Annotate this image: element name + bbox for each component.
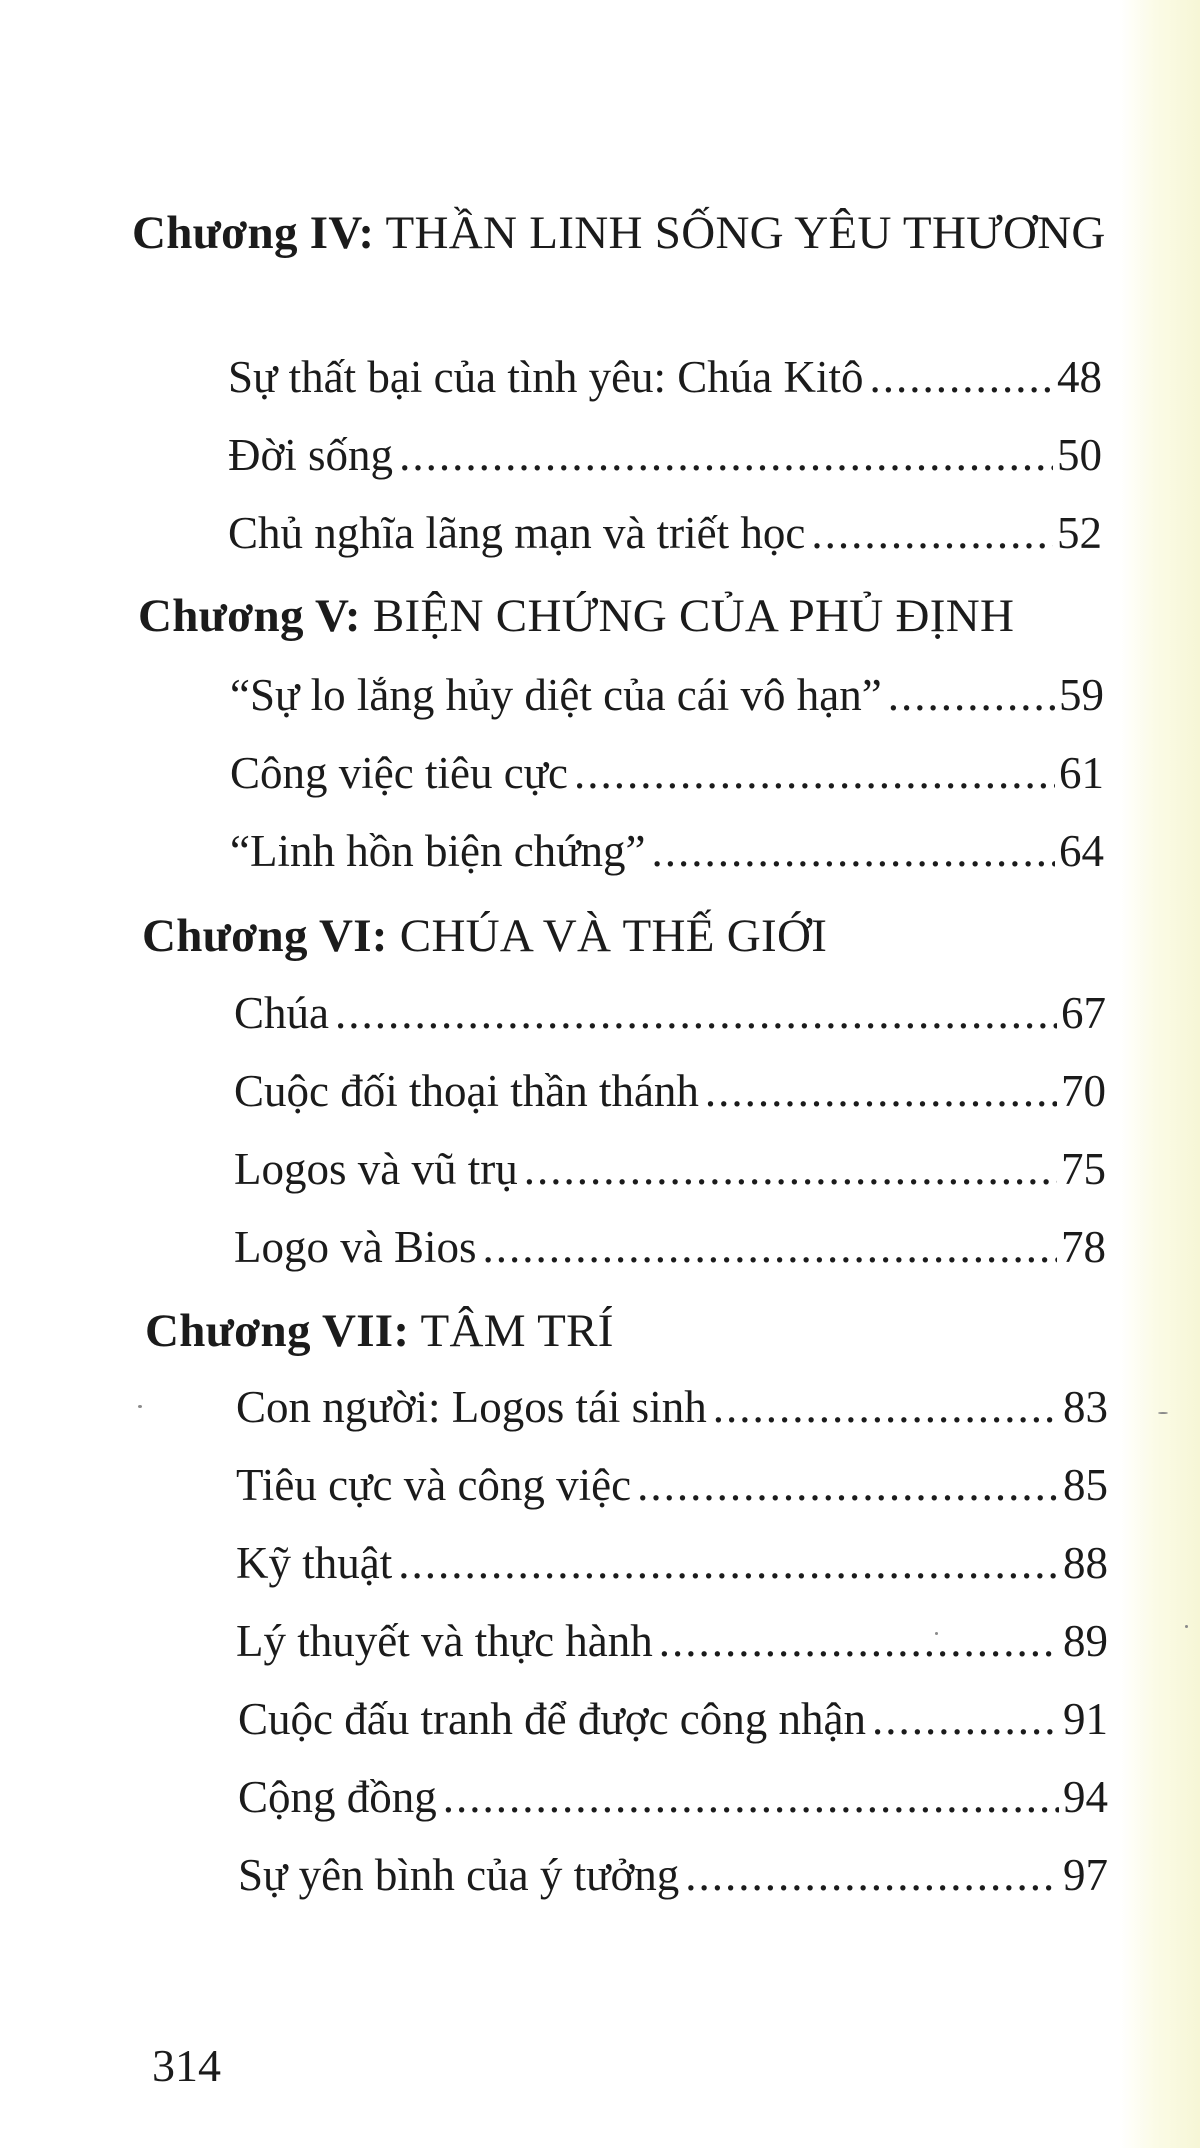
dot-leader: [637, 1454, 1059, 1516]
entry-page: 70: [1061, 1066, 1106, 1116]
toc-entry: [238, 1766, 1108, 1828]
toc-entry: [230, 742, 1104, 804]
toc-entry: [236, 1454, 1108, 1516]
toc-entry: [234, 982, 1106, 1044]
entry-page: 83: [1063, 1382, 1108, 1432]
entry-page: 59: [1059, 670, 1104, 720]
entry-title: Đời sống: [228, 430, 394, 480]
entry-title: “Sự lo lắng hủy diệt của cái vô hạn”: [230, 670, 882, 720]
dot-leader: [483, 1216, 1058, 1278]
chapter-title: CHÚA VÀ THẾ GIỚI: [399, 910, 828, 962]
entry-title: Lý thuyết và thực hành: [236, 1616, 653, 1666]
dot-leader: [870, 346, 1053, 408]
entry-title: Con người: Logos tái sinh: [236, 1382, 707, 1432]
entry-page: 85: [1063, 1460, 1108, 1510]
entry-page: 61: [1059, 748, 1104, 798]
chapter-label: Chương VI:: [142, 910, 388, 962]
entry-page: 48: [1057, 352, 1102, 402]
dot-leader: [399, 424, 1053, 486]
dot-leader: [443, 1766, 1059, 1828]
toc-entry: [228, 346, 1102, 408]
dot-leader: [888, 664, 1055, 726]
toc-entry: [236, 1610, 1108, 1672]
entry-title: Logo và Bios: [234, 1222, 477, 1272]
entry-title: “Linh hồn biện chứng”: [230, 826, 646, 876]
page-number: 314: [152, 2040, 221, 2091]
dot-leader: [872, 1688, 1059, 1750]
entry-page: 91: [1063, 1694, 1108, 1744]
chapter-label: Chương VII:: [145, 1305, 410, 1357]
chapter-label: Chương V:: [138, 590, 361, 642]
entry-page: 75: [1061, 1144, 1106, 1194]
toc-entry: [238, 1688, 1108, 1750]
entry-page: 94: [1063, 1772, 1108, 1822]
entry-title: Công việc tiêu cực: [230, 748, 569, 798]
dot-leader: [685, 1844, 1059, 1906]
entry-title: Logos và vũ trụ: [234, 1144, 518, 1194]
entry-title: Cuộc đấu tranh để được công nhận: [238, 1694, 867, 1744]
chapter-heading-v: [138, 587, 1118, 645]
toc-entry: [236, 1532, 1108, 1594]
chapter-heading-vi: [142, 907, 1122, 965]
chapter-heading-vii: [145, 1302, 1125, 1360]
toc-entry: [238, 1844, 1108, 1906]
dot-leader: [652, 820, 1055, 882]
toc-entry: [230, 664, 1104, 726]
entry-page: 50: [1057, 430, 1102, 480]
entry-title: Sự yên bình của ý tưởng: [238, 1850, 680, 1900]
entry-title: Sự thất bại của tình yêu: Chúa Kitô: [228, 352, 864, 402]
entry-page: 97: [1063, 1850, 1108, 1900]
dot-leader: [713, 1376, 1059, 1438]
entry-page: 67: [1061, 988, 1106, 1038]
entry-title: Tiêu cực và công việc: [236, 1460, 632, 1510]
entry-title: Kỹ thuật: [236, 1538, 393, 1588]
entry-page: 89: [1063, 1616, 1108, 1666]
dot-leader: [811, 502, 1053, 564]
entry-title: Cuộc đối thoại thần thánh: [234, 1066, 699, 1116]
entry-title: Chủ nghĩa lãng mạn và triết học: [228, 508, 806, 558]
toc-entry: [234, 1216, 1106, 1278]
dot-leader: [524, 1138, 1057, 1200]
entry-page: 52: [1057, 508, 1102, 558]
toc-entry: [236, 1376, 1108, 1438]
dot-leader: [574, 742, 1055, 804]
toc-entry: [228, 424, 1102, 486]
dot-leader: [335, 982, 1057, 1044]
entry-title: Chúa: [234, 988, 329, 1038]
dot-leader: [659, 1610, 1059, 1672]
entry-page: 88: [1063, 1538, 1108, 1588]
entry-page: 64: [1059, 826, 1104, 876]
dot-leader: [705, 1060, 1057, 1122]
chapter-title: BIỆN CHỨNG CỦA PHỦ ĐỊNH: [372, 590, 1015, 642]
chapter-title: THẦN LINH SỐNG YÊU THƯƠNG: [385, 207, 1106, 259]
toc-entry: [228, 502, 1102, 564]
chapter-label: Chương IV:: [132, 207, 375, 259]
toc-entry: [234, 1138, 1106, 1200]
entry-page: 78: [1061, 1222, 1106, 1272]
dot-leader: [398, 1532, 1059, 1594]
toc-entry: [234, 1060, 1106, 1122]
chapter-title: TÂM TRÍ: [420, 1305, 614, 1357]
entry-title: Cộng đồng: [238, 1772, 437, 1822]
toc-entry: [230, 820, 1104, 882]
chapter-heading-iv: [132, 204, 1112, 262]
